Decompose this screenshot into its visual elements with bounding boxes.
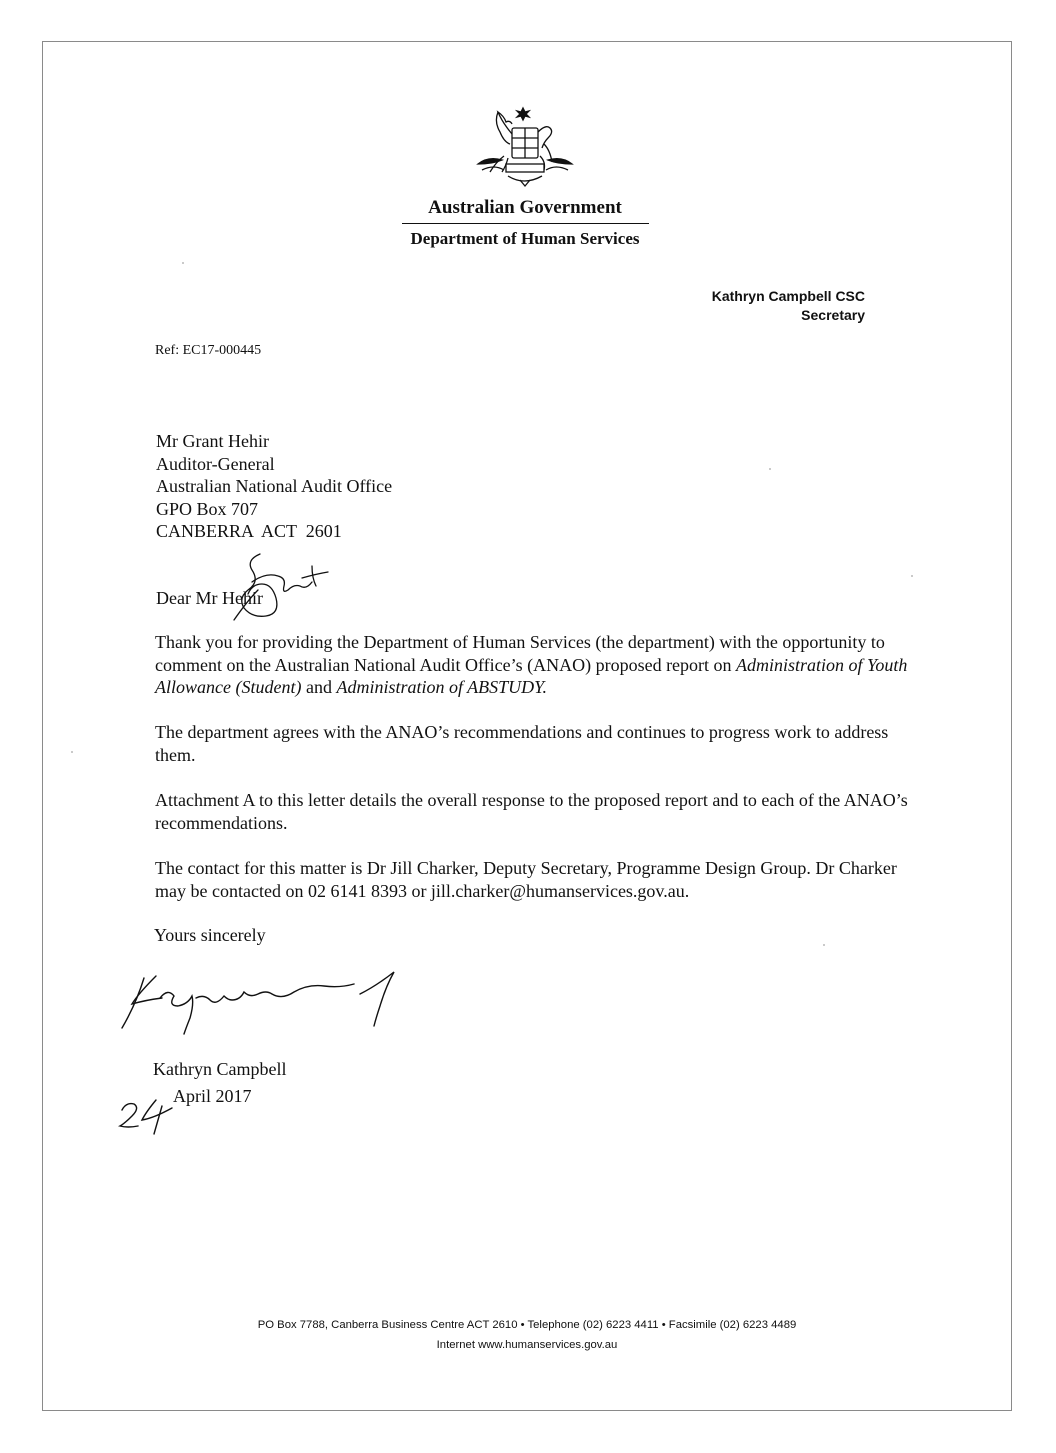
footer-website-line: Internet www.humanservices.gov.au: [436, 1339, 618, 1351]
department-name: Department of Human Services: [410, 229, 640, 248]
paragraph-text: and: [301, 677, 337, 697]
recipient-line: CANBERRA ACT 2601: [156, 521, 342, 542]
report-title-youth-allowance: Administration of Youth Allowance (Student): [155, 654, 908, 697]
scan-speck: [823, 944, 825, 946]
body-paragraph-1: [155, 631, 915, 699]
coat-of-arms-icon: [468, 104, 582, 190]
signer-title: Secretary: [801, 307, 865, 323]
signer-block: [712, 287, 865, 325]
recipient-line: Australian National Audit Office: [156, 476, 393, 497]
scan-speck: [71, 751, 73, 753]
recipient-address: [156, 430, 392, 543]
signer-name: Kathryn Campbell CSC: [711, 288, 865, 304]
agency-name: Australian Government: [428, 197, 622, 218]
footer-contact-line: PO Box 7788, Canberra Business Centre ACT 2610 • Telephone (02) 6223 4411 • Facsimile (02) 6223 4489: [257, 1319, 797, 1331]
signatory-name: Kathryn Campbell: [153, 1059, 287, 1079]
recipient-line: Auditor-General: [156, 453, 275, 474]
printed-date: April 2017: [173, 1086, 252, 1106]
letterhead-footer: [42, 1315, 1012, 1355]
signature-icon: [112, 968, 442, 1038]
report-title-abstudy: Administration of ABSTUDY.: [336, 677, 548, 697]
letterhead-divider: [402, 223, 649, 224]
body-paragraph-4: The contact for this matter is Dr Jill Charker, Deputy Secretary, Programme Design Group. Dr Charker may be contacted on 02 6141 8393 or jill.charker@humanservices.gov.au.: [155, 858, 897, 901]
scan-speck: [182, 262, 184, 264]
salutation: Dear Mr Hehir: [156, 588, 263, 608]
recipient-line: GPO Box 707: [156, 498, 259, 519]
scan-speck: [911, 575, 913, 577]
recipient-line: Mr Grant Hehir: [156, 431, 269, 451]
paragraph-text: Thank you for providing the Department of Human Services (the department) with the opportunity to comment on the Australian National Audit Office’s (ANAO) proposed report on: [155, 632, 885, 675]
closing: Yours sincerely: [154, 925, 266, 945]
scan-speck: [769, 468, 771, 470]
reference-number: Ref: EC17-000445: [155, 343, 262, 358]
body-paragraph-3: Attachment A to this letter details the overall response to the proposed report and to each of the ANAO’s recommendations.: [155, 790, 908, 833]
handwritten-first-name-signature: [222, 546, 342, 626]
body-paragraph-2: The department agrees with the ANAO’s recommendations and continues to progress work to address them.: [155, 722, 889, 765]
